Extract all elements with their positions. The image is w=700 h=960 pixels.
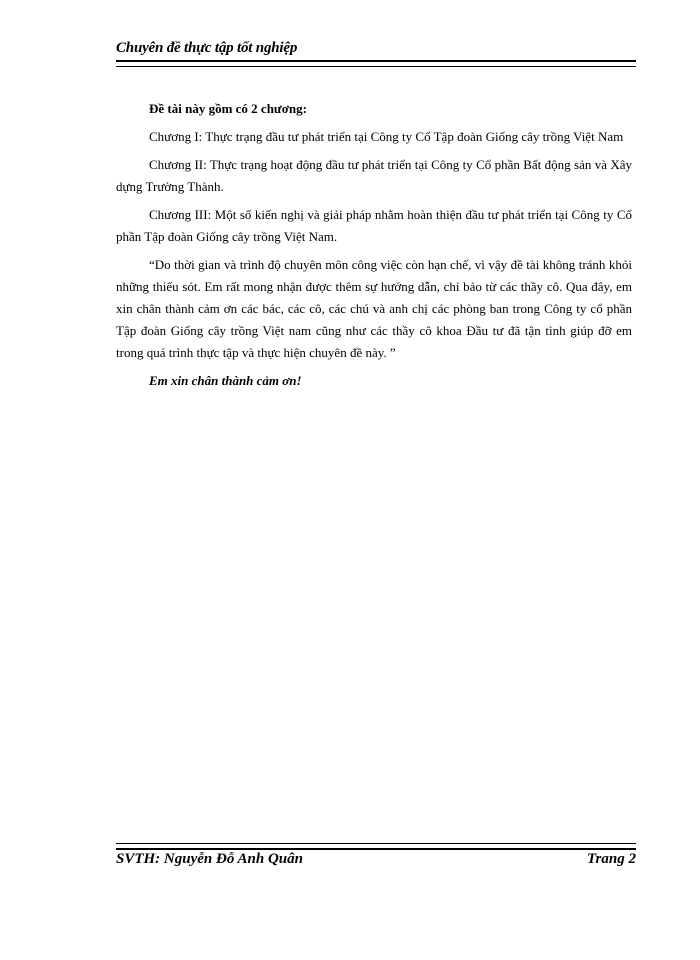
body-text xyxy=(116,98,632,398)
chapter-2-paragraph: Chương II: Thực trạng hoạt động đầu tư phát triển tại Công ty Cổ phần Bất động sản và Xây dựng Trường Thành. xyxy=(116,157,632,194)
footer-rule xyxy=(116,843,636,850)
thanks-paragraph: Em xin chân thành cảm ơn! xyxy=(149,373,302,388)
chapter-1-paragraph: Chương I: Thực trạng đầu tư phát triển tại Công ty Cổ Tập đoàn Giống cây trồng Việt Nam xyxy=(149,129,624,144)
intro-paragraph: Đề tài này gồm có 2 chương: xyxy=(149,101,307,116)
footer-page-number: Trang 2 xyxy=(586,851,636,867)
chapter-3-paragraph: Chương III: Một số kiến nghị và giải pháp nhằm hoàn thiện đầu tư phát triển tại Công ty Cổ phần Tập đoàn Giống cây trồng Việt Nam. xyxy=(116,207,632,244)
acknowledgement-paragraph: “Do thời gian và trình độ chuyên môn công việc còn hạn chế, vì vậy đề tài không tránh khỏi những thiếu sót. Em rất mong nhận được thêm sự hướng dẫn, chỉ bảo từ các thầy cô. Qua đây, em xin chân thành cảm ơn các bác, các cô, các chú và anh chị các phòng ban trong Công ty cổ phần Tập đoàn Giống cây trồng Việt nam cũng như các thầy cô khoa Đầu tư đã tận tình giúp đỡ em trong quá trình thực tập và thực hiện chuyên đề này. ” xyxy=(116,257,632,360)
header-rule xyxy=(116,60,636,67)
header-title: Chuyên đề thực tập tốt nghiệp xyxy=(116,40,298,56)
footer-author: SVTH: Nguyễn Đỗ Anh Quân xyxy=(116,851,303,867)
